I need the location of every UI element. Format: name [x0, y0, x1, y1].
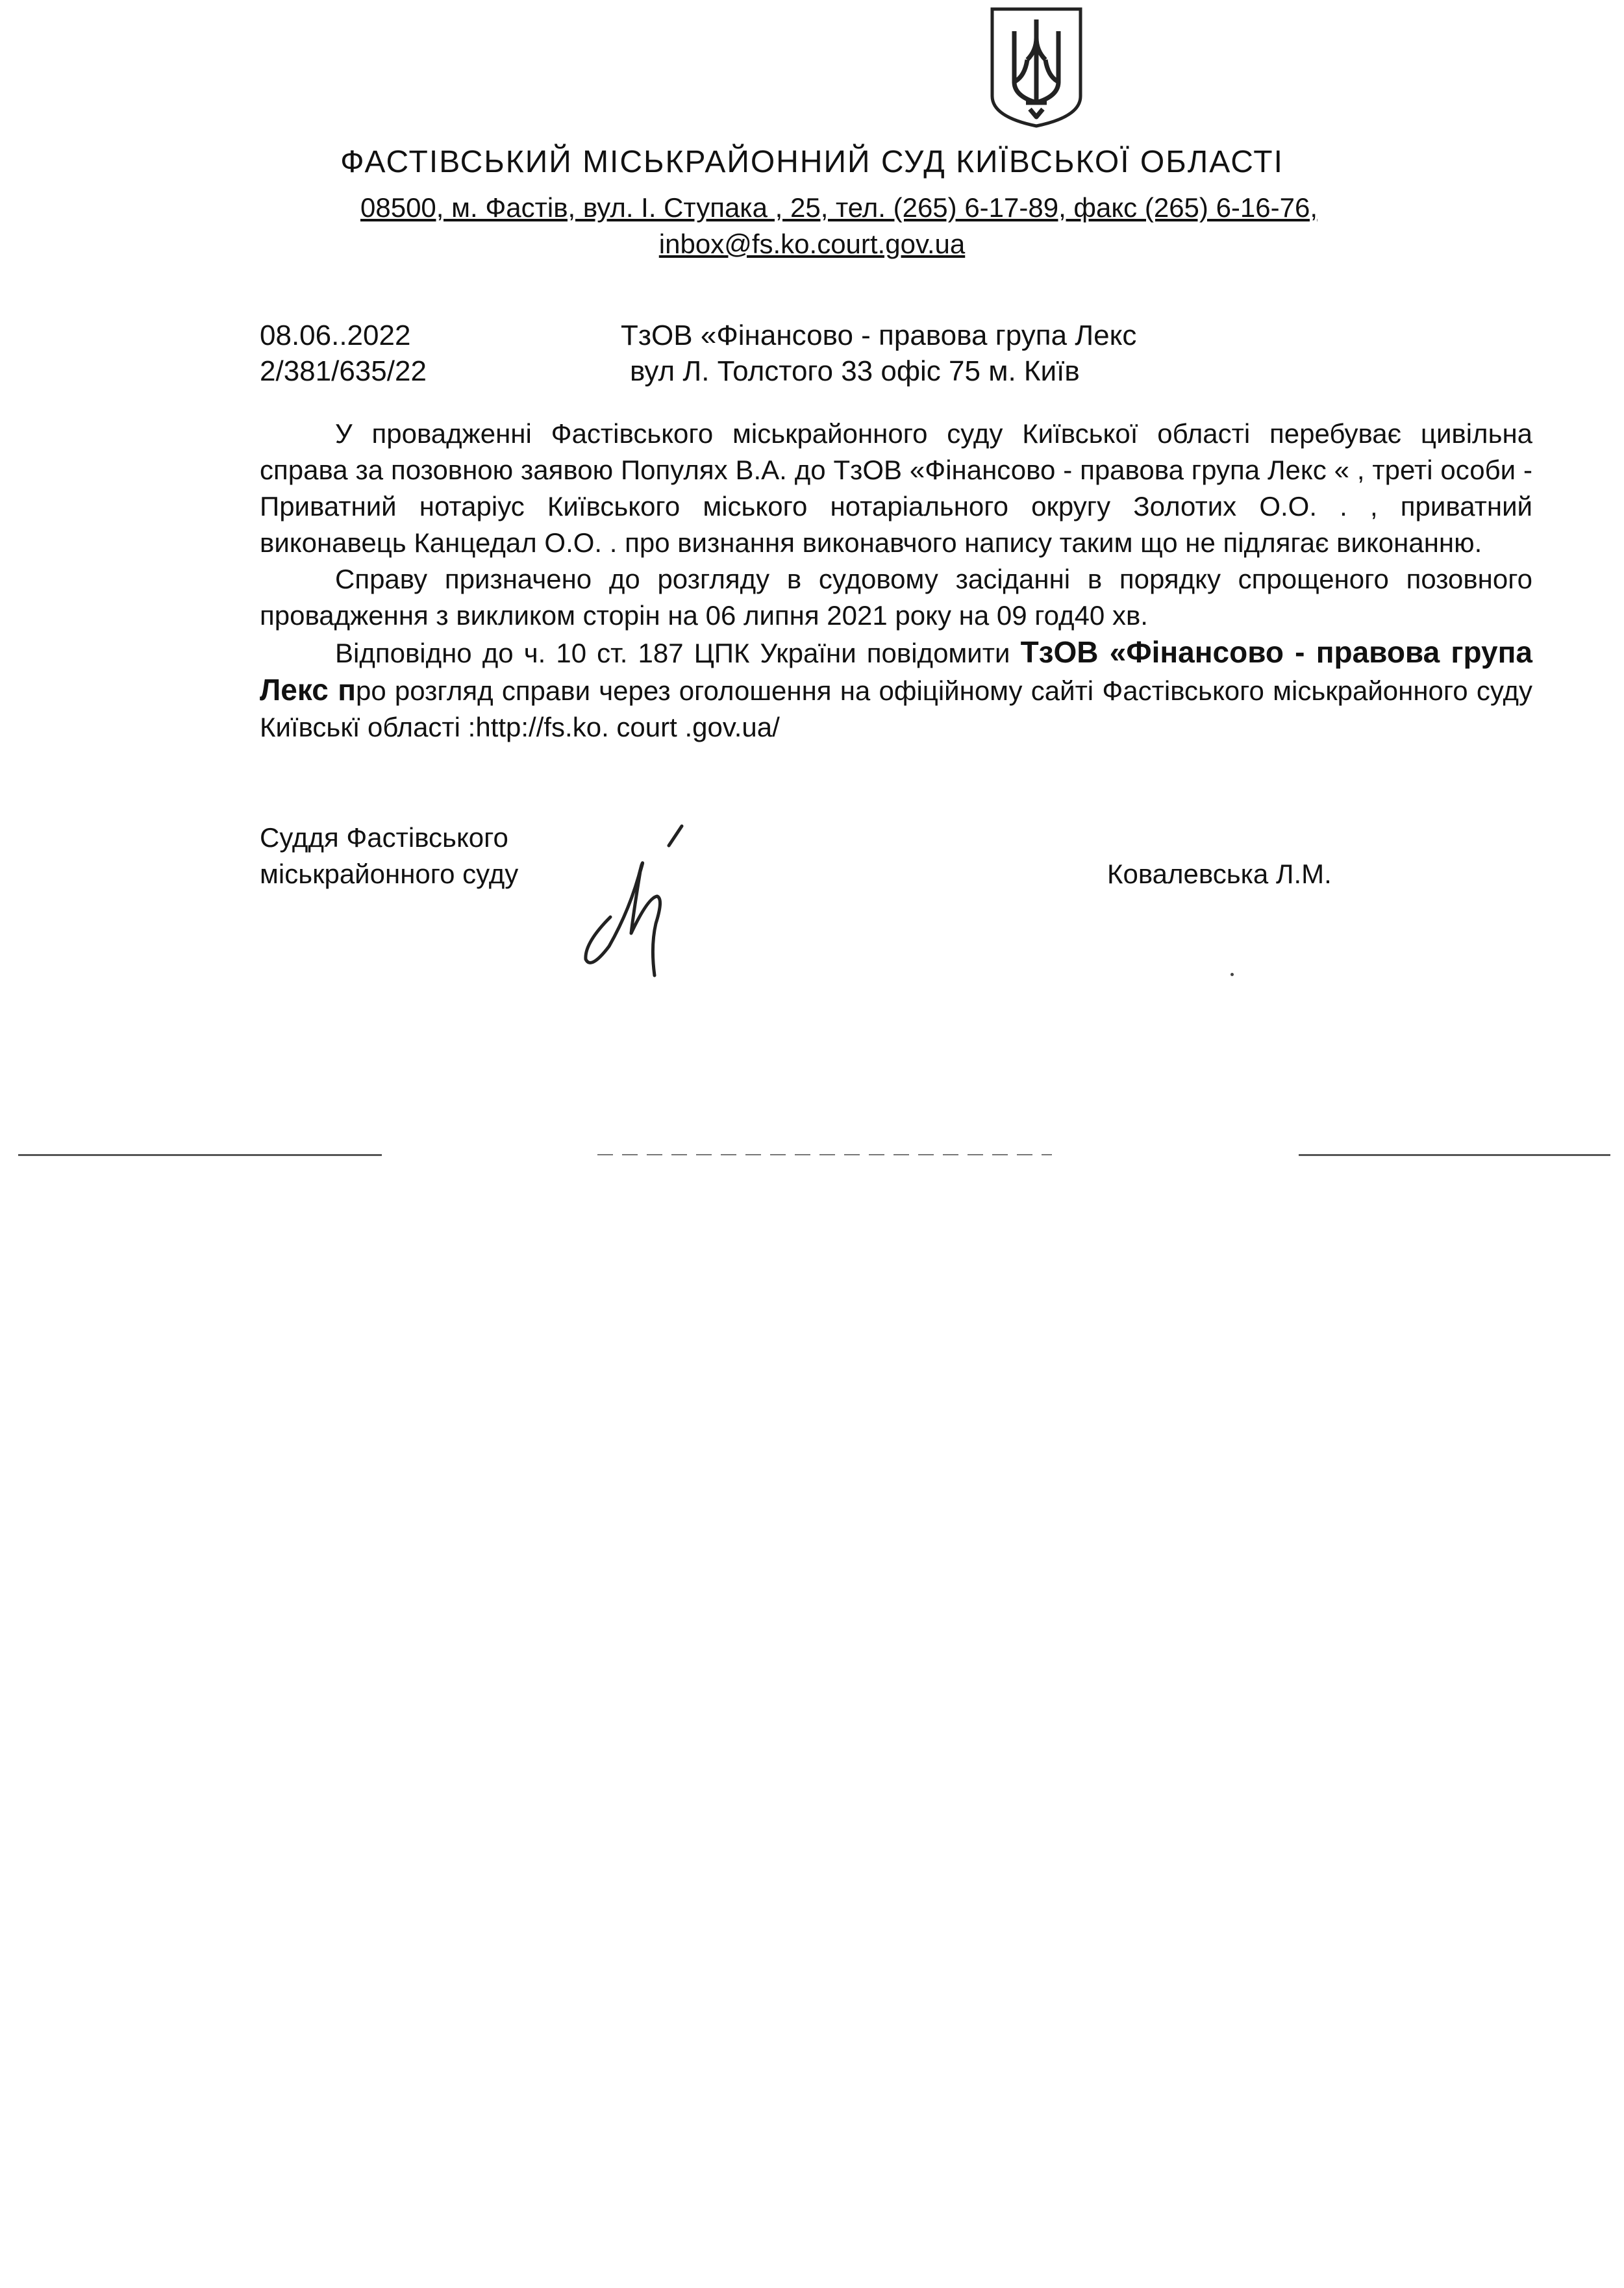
letter-number: 2/381/635/22 — [260, 355, 427, 387]
recipient-line-1: ТзОВ «Фінансово - правова група Лекс — [621, 320, 1137, 351]
paragraph-3 — [260, 634, 1532, 746]
tryzub-icon — [988, 5, 1084, 129]
signature-title-1: Суддя Фастівського — [260, 822, 508, 853]
paragraph-3-lead: Відповідно до ч. 10 ст. 187 ЦПК України повідомити — [335, 638, 1021, 668]
divider-left — [18, 1154, 382, 1156]
judge-name: Ковалевська Л.М. — [1107, 859, 1332, 889]
court-name: ФАСТІВСЬКИЙ МІСЬКРАЙОННИЙ СУД КИЇВСЬКОЇ ОБЛАСТІ — [340, 145, 1284, 179]
handwritten-signature — [571, 820, 701, 982]
paragraph-3-bold: ТзОВ «Фінансово - правова група Лекс п — [260, 635, 1532, 707]
recipient-line-2: вул Л. Толстого 33 офіс 75 м. Київ — [630, 355, 1080, 387]
divider-center — [597, 1154, 1052, 1155]
court-address: 08500, м. Фастів, вул. І. Ступака , 25, тел. (265) 6-17-89, факс (265) 6-16-76, — [360, 192, 1318, 223]
signature-title-2: міськрайонного суду — [260, 859, 519, 889]
letter-body — [260, 416, 1532, 746]
paragraph-1: У провадженні Фастівського міськрайонного суду Київської області перебуває цивільна справа за позовною заявою Популях В.А. до ТзОВ «Фінансово - правова група Лекс « , треті особи - Приватний нотаріус Київського міського нотаріального округу Золотих О.О. . , приватний виконавець Канцедал О.О. . про визнання виконавчого напису таким що не підлягає виконанню. — [260, 418, 1532, 558]
letter-date: 08.06..2022 — [260, 320, 411, 351]
paragraph-2: Справу призначено до розгляду в судовому засіданні в порядку спрощеного позовного провадження з викликом сторін на 06 липня 2021 року на 09 год40 хв. — [260, 564, 1532, 631]
divider-right — [1299, 1154, 1610, 1156]
court-email: inbox@fs.ko.court.gov.ua — [658, 229, 966, 259]
scan-speck — [1230, 973, 1234, 976]
paragraph-3-tail: ро розгляд справи через оголошення на офіційному сайті Фастівського міськрайонного суду Київськї області :http://fs.ko. court .gov.ua/ — [260, 675, 1532, 742]
